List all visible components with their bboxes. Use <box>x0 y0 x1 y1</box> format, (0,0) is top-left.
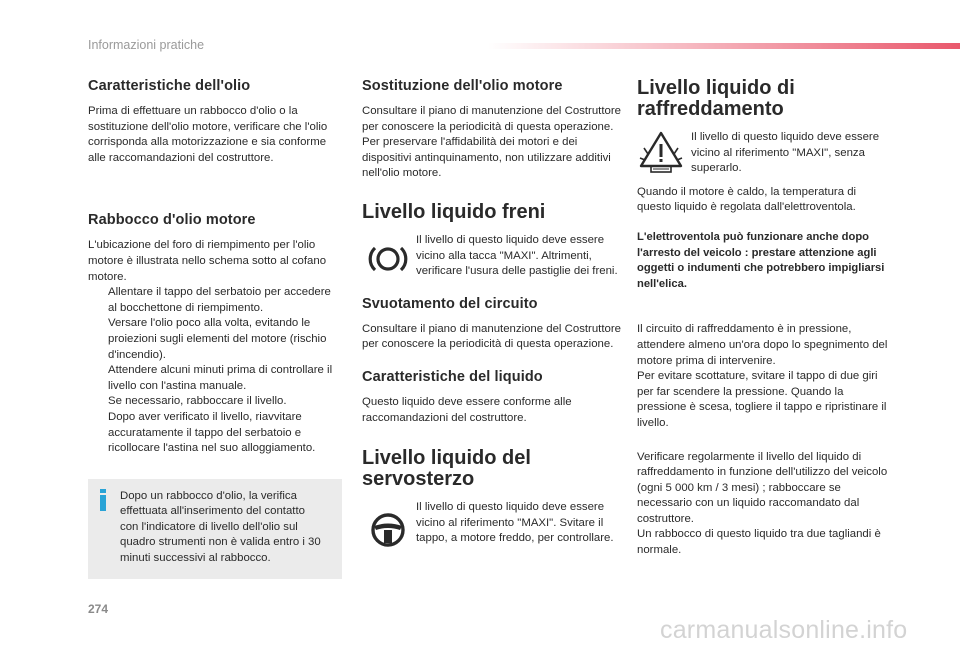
brake-fluid-text: Il livello di questo liquido deve essere vicino alla tacca "MAXI". Altrimenti, verificare l'usura delle pastiglie dei freni. <box>416 233 618 278</box>
coolant-icon-row <box>637 130 893 177</box>
fluid-characteristics-text: Questo liquido deve essere conforme alle raccomandazioni del costruttore. <box>362 395 572 424</box>
brake-fluid-title: Livello liquido freni <box>362 200 546 223</box>
list-item: Se necessario, rabboccare il livello. <box>108 395 287 408</box>
oil-characteristics-text: Prima di effettuare un rabbocco d'olio o la sostituzione dell'olio motore, verificare che l'olio corrisponda alla motorizzazione e sia conforme alle raccomandazioni del costruttore. <box>88 105 328 164</box>
oil-change-text-1: Consultare il piano di manutenzione del Costruttore per conoscere la periodicità di questa operazione. <box>362 105 621 133</box>
oil-change-text-2: Per preservare l'affidabilità dei motori e dei dispositivi antinquinamento, non utilizzare additivi nell'olio motore. <box>362 136 611 180</box>
coolant-title: Livello liquido di raffreddamento <box>637 77 795 120</box>
oil-topup-intro: L'ubicazione del foro di riempimento per l'olio motore è illustrata nello schema sotto al cofano motore. <box>88 239 327 283</box>
list-item: Attendere alcuni minuti prima di controllare il livello con l'astina manuale. <box>108 364 333 392</box>
coolant-fan-text: Quando il motore è caldo, la temperatura di questo liquido è regolata dall'elettroventola. <box>637 185 857 214</box>
fluid-characteristics-title: Caratteristiche del liquido <box>362 368 543 385</box>
footer-watermark: carmanualsonline.info <box>660 616 908 644</box>
list-item: Allentare il tappo del serbatoio per accedere al bocchettone di riempimento. <box>108 286 331 314</box>
coolant-cap-text: Per evitare scottature, svitare il tappo di due giri per far scendere la pressione. Quando la pressione è scesa, togliere il tappo e ripristinare il livello. <box>637 370 887 429</box>
coolant-fan-warning: L'elettroventola può funzionare anche dopo l'arresto del veicolo : prestare attenzione agli oggetti o indumenti che potrebbero impigliarsi nell'elica. <box>637 230 885 290</box>
coolant-warning-icon <box>637 130 685 174</box>
coolant-topup-text: Un rabbocco di questo liquido tra due tagliandi è normale. <box>637 528 881 557</box>
drain-circuit-title: Svuotamento del circuito <box>362 295 538 312</box>
steering-wheel-icon <box>362 508 414 552</box>
section-header: Informazioni pratiche <box>88 38 205 52</box>
list-item: Versare l'olio poco alla volta, evitando le proiezioni sugli elementi del motore (rischio d'incendio). <box>108 317 327 361</box>
page-number: 274 <box>88 602 109 616</box>
drain-circuit-text: Consultare il piano di manutenzione del Costruttore per conoscere la periodicità di questa operazione. <box>362 322 621 351</box>
oil-topup-title: Rabbocco d'olio motore <box>88 212 256 229</box>
column-middle <box>362 78 622 552</box>
brake-fluid-row <box>362 233 622 280</box>
header-accent-bar <box>488 43 960 49</box>
brake-warning-icon <box>362 239 414 279</box>
power-steering-title: Livello liquido del servosterzo <box>362 447 531 491</box>
info-note-box <box>88 479 342 579</box>
power-steering-text: Il livello di questo liquido deve essere vicino al riferimento "MAXI". Svitare il tappo, a motore freddo, per controllare. <box>416 501 614 545</box>
oil-change-title: Sostituzione dell'olio motore <box>362 78 563 94</box>
oil-characteristics-title: Caratteristiche dell'olio <box>88 78 251 94</box>
column-left <box>88 78 342 579</box>
oil-topup-steps <box>88 285 342 457</box>
coolant-pressure-text: Il circuito di raffreddamento è in pressione, attendere almeno un'ora dopo lo spegnimento del motore prima di intervenire. <box>637 323 888 367</box>
power-steering-row <box>362 500 622 552</box>
info-note-text: Dopo un rabbocco d'olio, la verifica effettuata all'inserimento del contatto con l'indicatore di livello dell'olio sul quadro strumenti non è valida entro i 30 minuti successivi al rabbocco. <box>120 489 321 565</box>
info-icon <box>99 489 107 511</box>
list-item: Dopo aver verificato il livello, riavvitare accuratamente il tappo del serbatoio e ricollocare l'astina nel suo alloggiamento. <box>108 410 316 455</box>
coolant-icon-text: Il livello di questo liquido deve essere vicino al riferimento "MAXI", senza superarlo. <box>691 131 880 175</box>
column-right <box>637 78 893 559</box>
coolant-check-text: Verificare regolarmente il livello del liquido di raffreddamento in funzione dell'utilizzo del veicolo (ogni 5 000 km / 3 mesi) ; rabboccare se necessario con un liquido raccomandato dal costruttore. <box>637 450 888 525</box>
